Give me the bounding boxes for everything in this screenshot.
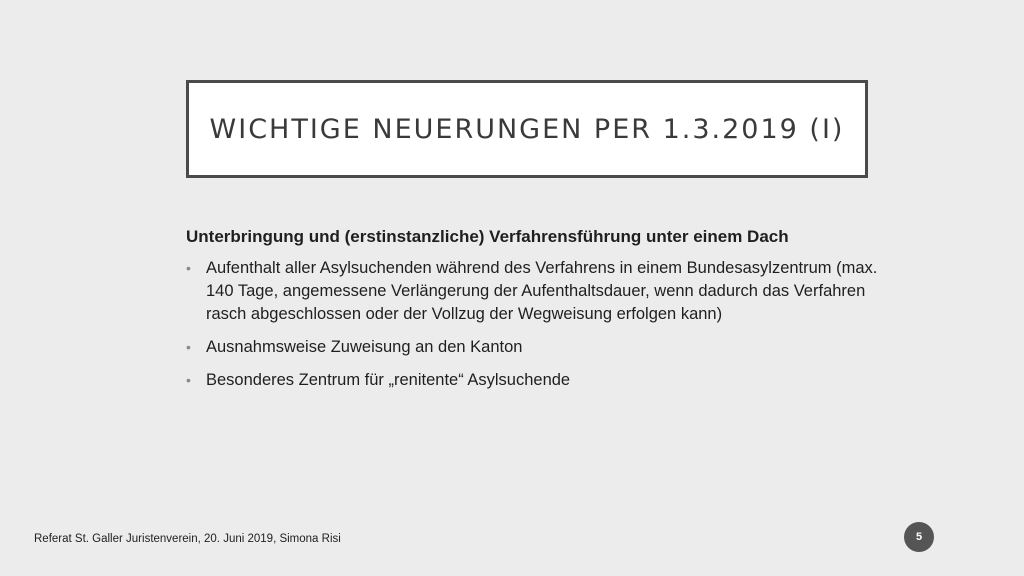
subheading: Unterbringung und (erstinstanzliche) Verfahrensführung unter einem Dach [186,227,789,246]
bullet-item [186,369,886,392]
bullet-text: Besonderes Zentrum für „renitente“ Asylsuchende [206,371,571,389]
bullet-list [186,257,886,392]
bullet-text: Aufenthalt aller Asylsuchenden während des Verfahrens in einem Bundesasylzentrum (max. 140 Tage, angemessene Verlängerung der Aufenthaltsdauer, wenn dadurch das Verfahren rasch abgeschlossen oder der Vollzug der Wegweisung erfolgen kann) [206,259,878,323]
bullet-icon: • [186,260,191,276]
bullet-item [186,257,886,326]
bullet-text: Ausnahmsweise Zuweisung an den Kanton [206,338,523,356]
footer-text: Referat St. Galler Juristenverein, 20. Juni 2019, Simona Risi [34,533,341,545]
bullet-item [186,336,886,359]
bullet-icon: • [186,339,191,355]
slide-title: WICHTIGE NEUERUNGEN PER 1.3.2019 (I) [209,113,845,145]
slide-content [186,227,886,402]
title-box [186,80,868,178]
bullet-icon: • [186,372,191,388]
page-number-badge: 5 [904,522,934,552]
